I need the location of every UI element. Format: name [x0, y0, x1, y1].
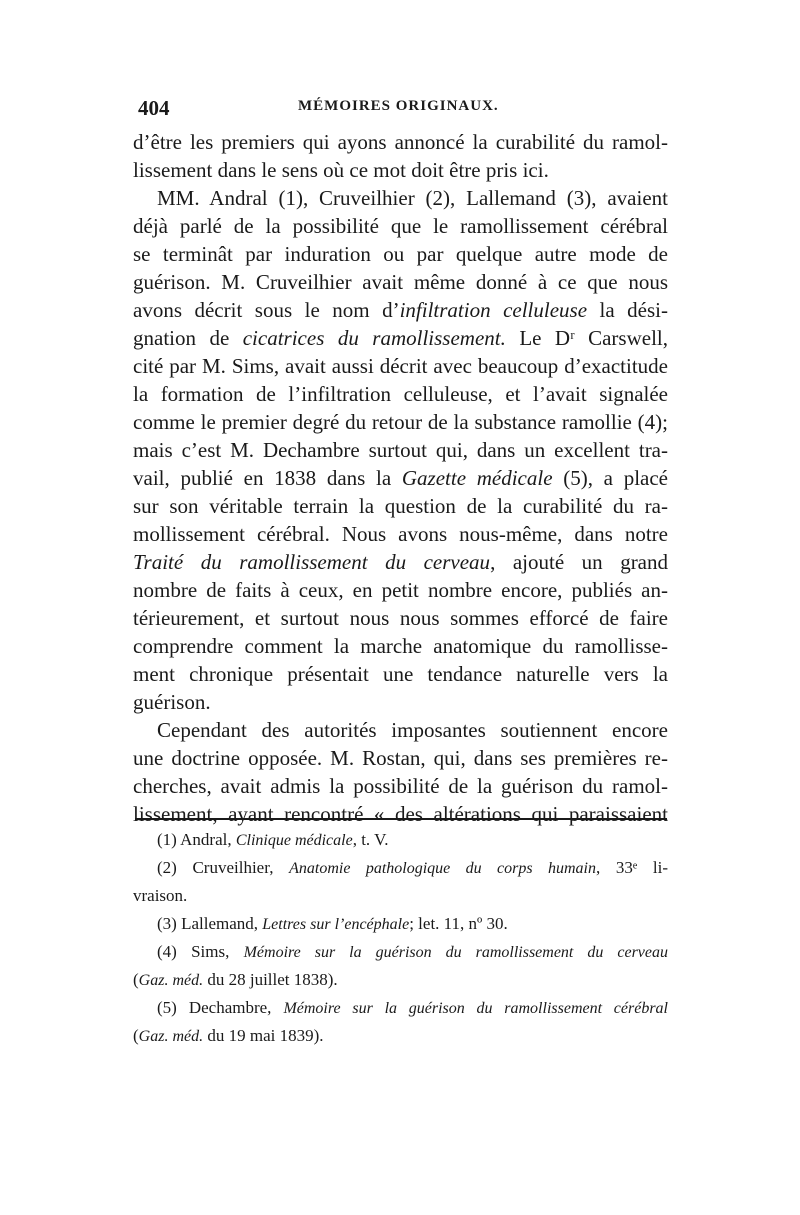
text-span: Cependant des autorités imposantes soutiennent encore — [157, 718, 668, 742]
text-line — [133, 352, 668, 380]
text-line — [133, 240, 668, 268]
italic-text: Mémoire sur la guérison du ramollissement cérébral — [283, 1000, 668, 1017]
text-span: comprendre comment la marche anatomique du ramollisse- — [133, 634, 668, 658]
text-line — [133, 548, 668, 576]
text-span: une doctrine opposée. M. Rostan, qui, dans ses premières re- — [133, 746, 668, 770]
text-span: (1) Andral, — [157, 830, 236, 849]
italic-text: Gaz. méd. — [138, 1028, 204, 1045]
text-line — [133, 436, 668, 464]
text-span: comme le premier degré du retour de la substance ramollie (4); — [133, 410, 668, 434]
text-span: vraison. — [133, 886, 188, 905]
running-head: MÉMOIRES ORIGINAUX. — [298, 98, 499, 114]
text-line — [133, 128, 668, 156]
text-line — [133, 324, 668, 352]
text-span: (4) Sims, — [157, 942, 244, 961]
text-line — [133, 604, 668, 632]
text-span: lissement, ayant rencontré « des altérations qui paraissaient — [133, 802, 668, 826]
text-span: (5), a placé — [552, 466, 668, 490]
text-line — [133, 660, 668, 688]
text-span: nombre de faits à ceux, en petit nombre encore, publiés an- — [133, 578, 668, 602]
text-span: sur son véritable terrain la question de la curabilité du ra- — [133, 494, 668, 518]
italic-text: Gazette médicale — [401, 466, 553, 490]
text-line — [133, 632, 668, 660]
text-span: lissement dans le sens où ce mot doit être pris ici. — [133, 158, 549, 182]
italic-text: Lettres sur l’encéphale — [262, 916, 410, 933]
text-span: gnation de — [133, 326, 243, 350]
text-line — [133, 744, 668, 772]
text-span: (3) Lallemand, — [157, 914, 263, 933]
text-span: térieurement, et surtout nous nous sommes efforcé de faire — [133, 606, 668, 630]
page-number: 404 — [138, 96, 170, 120]
text-span: ( — [133, 970, 139, 989]
text-line — [133, 772, 668, 800]
text-span: vail, publié en 1838 dans la — [133, 466, 402, 490]
text-span: (2) Cruveilhier, — [157, 858, 290, 877]
text-span: la formation de l’infiltration celluleuse, et l’avait signalée — [133, 382, 668, 406]
text-span: Le Dʳ Carswell, — [505, 326, 669, 350]
italic-text: Clinique médicale — [235, 832, 353, 849]
text-line — [133, 464, 668, 492]
text-span: se terminât par induration ou par quelque autre mode de — [133, 242, 668, 266]
text-line — [133, 492, 668, 520]
footnote-line — [133, 966, 668, 994]
text-span: MM. Andral (1), Cruveilhier (2), Lallemand (3), avaient — [157, 186, 668, 210]
text-span: ( — [133, 1026, 139, 1045]
text-span: , 33ᵉ li- — [596, 858, 669, 877]
text-line — [133, 380, 668, 408]
text-line — [133, 184, 668, 212]
text-span: cherches, avait admis la possibilité de la guérison du ramol- — [133, 774, 668, 798]
text-line — [133, 408, 668, 436]
text-line — [133, 576, 668, 604]
text-span: , ajouté un grand — [490, 550, 669, 574]
text-span: avons décrit sous le nom d’ — [133, 298, 400, 322]
footnotes — [133, 826, 668, 1050]
text-span: d’être les premiers qui ayons annoncé la curabilité du ramol- — [133, 130, 668, 154]
page-header — [138, 96, 668, 130]
text-span: guérison. M. Cruveilhier avait même donné à ce que nous — [133, 270, 668, 294]
footnote-line — [133, 1022, 668, 1050]
text-span: déjà parlé de la possibilité que le ramollissement cérébral — [133, 214, 668, 238]
text-span: ; let. 11, nº 30. — [409, 914, 508, 933]
text-span: du 19 mai 1839). — [203, 1026, 324, 1045]
text-span: mais c’est M. Dechambre surtout qui, dans un excellent tra- — [133, 438, 668, 462]
footnote-line — [133, 854, 668, 882]
text-line — [133, 800, 668, 828]
text-span: ment chronique présentait une tendance naturelle vers la — [133, 662, 668, 686]
text-line — [133, 688, 668, 716]
footnote-line — [133, 910, 668, 938]
text-span: du 28 juillet 1838). — [203, 970, 338, 989]
footnote-line — [133, 938, 668, 966]
text-span: cité par M. Sims, avait aussi décrit avec beaucoup d’exactitude — [133, 354, 668, 378]
text-line — [133, 296, 668, 324]
footnote-separator — [135, 818, 667, 820]
text-span: , t. V. — [352, 830, 389, 849]
italic-text: infiltration celluleuse — [399, 298, 588, 322]
italic-text: cicatrices du ramollissement. — [242, 326, 506, 350]
text-line — [133, 156, 668, 184]
body-text — [133, 128, 668, 828]
italic-text: Gaz. méd. — [138, 972, 204, 989]
text-span: (5) Dechambre, — [157, 998, 284, 1017]
footnote-line — [133, 826, 668, 854]
italic-text: Traité du ramollissement du cerveau — [133, 550, 491, 574]
italic-text: Mémoire sur la guérison du ramollissement du cerveau — [243, 944, 668, 961]
text-line — [133, 212, 668, 240]
footnote-line — [133, 882, 668, 910]
text-line — [133, 268, 668, 296]
text-span: guérison. — [133, 690, 211, 714]
italic-text: Anatomie pathologique du corps humain — [289, 860, 596, 877]
text-line — [133, 716, 668, 744]
text-line — [133, 520, 668, 548]
text-span: mollissement cérébral. Nous avons nous-même, dans notre — [133, 522, 668, 546]
text-span: la dési- — [587, 298, 668, 322]
footnote-line — [133, 994, 668, 1022]
